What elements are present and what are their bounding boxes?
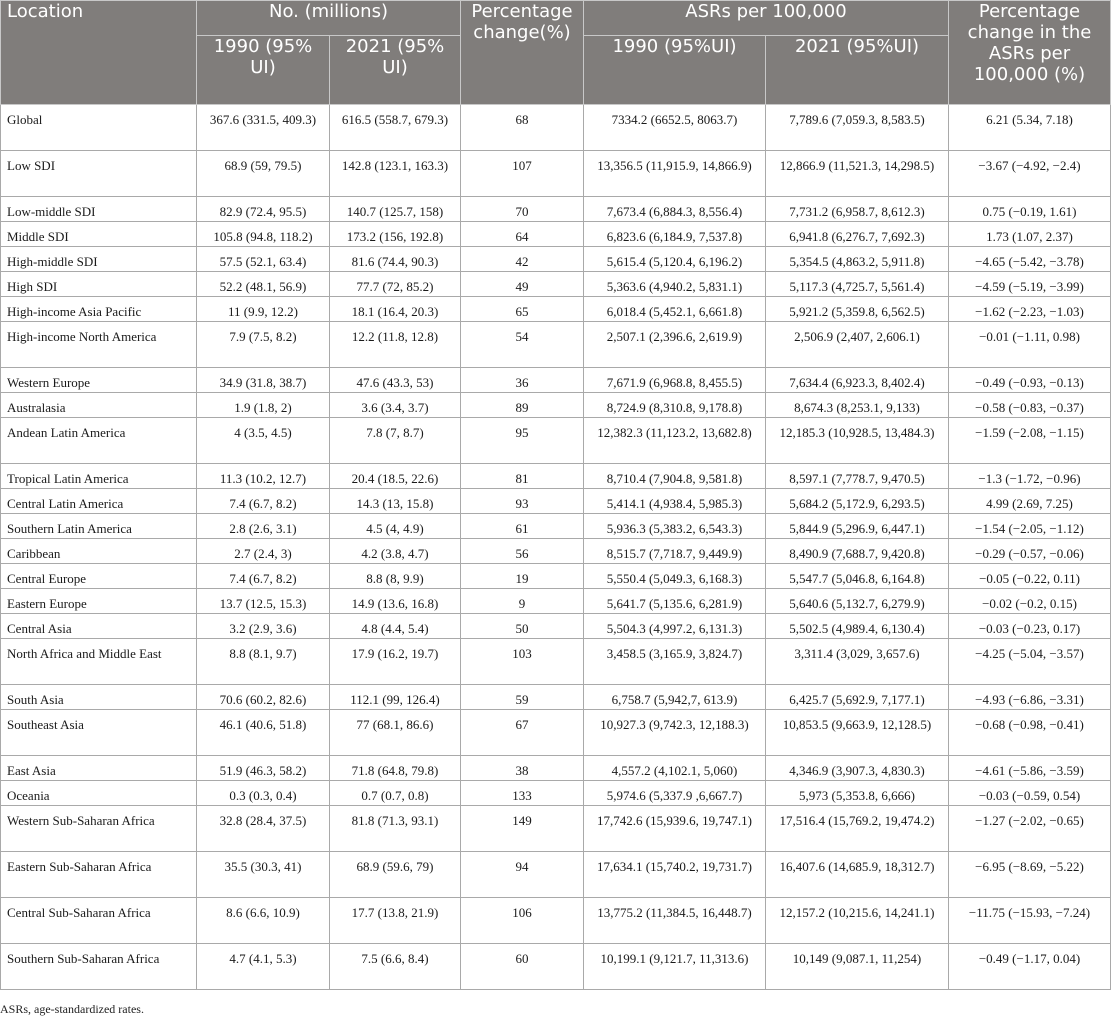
number-1990-cell: 11.3 (10.2, 12.7) (197, 464, 330, 489)
percentage-change-cell: 42 (461, 247, 584, 272)
percentage-change-cell: 64 (461, 222, 584, 247)
asr-1990-cell: 8,710.4 (7,904.8, 9,581.8) (584, 464, 766, 489)
percentage-change-cell: 93 (461, 489, 584, 514)
asr-2021-cell: 8,597.1 (7,778.7, 9,470.5) (766, 464, 949, 489)
percentage-change-cell: 19 (461, 564, 584, 589)
asr-1990-cell: 13,775.2 (11,384.5, 16,448.7) (584, 898, 766, 944)
number-2021-cell: 3.6 (3.4, 3.7) (330, 393, 461, 418)
asr-1990-cell: 12,382.3 (11,123.2, 13,682.8) (584, 418, 766, 464)
location-cell: Low SDI (1, 151, 197, 197)
percentage-change-cell: 149 (461, 806, 584, 852)
number-2021-cell: 14.9 (13.6, 16.8) (330, 589, 461, 614)
percentage-change-cell: 60 (461, 944, 584, 990)
number-2021-cell: 4.2 (3.8, 4.7) (330, 539, 461, 564)
asr-change-cell: 1.73 (1.07, 2.37) (949, 222, 1111, 247)
asr-change-cell: 4.99 (2.69, 7.25) (949, 489, 1111, 514)
table-row (1, 944, 1111, 990)
number-1990-cell: 105.8 (94.8, 118.2) (197, 222, 330, 247)
asr-1990-cell: 5,641.7 (5,135.6, 6,281.9) (584, 589, 766, 614)
number-2021-cell: 4.8 (4.4, 5.4) (330, 614, 461, 639)
asr-change-cell: −4.25 (−5.04, −3.57) (949, 639, 1111, 685)
asr-1990-cell: 7,671.9 (6,968.8, 8,455.5) (584, 368, 766, 393)
footnote: ASRs, age-standardized rates. (0, 1002, 144, 1016)
number-2021-cell: 71.8 (64.8, 79.8) (330, 756, 461, 781)
number-1990-cell: 2.8 (2.6, 3.1) (197, 514, 330, 539)
number-2021-cell: 7.8 (7, 8.7) (330, 418, 461, 464)
number-1990-cell: 8.8 (8.1, 9.7) (197, 639, 330, 685)
table-row (1, 685, 1111, 710)
asr-change-cell: −0.49 (−0.93, −0.13) (949, 368, 1111, 393)
asr-change-cell: −1.59 (−2.08, −1.15) (949, 418, 1111, 464)
asr-change-cell: 0.75 (−0.19, 1.61) (949, 197, 1111, 222)
location-cell: North Africa and Middle East (1, 639, 197, 685)
number-1990-cell: 7.9 (7.5, 8.2) (197, 322, 330, 368)
table-row (1, 272, 1111, 297)
table-row (1, 464, 1111, 489)
number-2021-cell: 17.7 (13.8, 21.9) (330, 898, 461, 944)
number-1990-cell: 7.4 (6.7, 8.2) (197, 489, 330, 514)
asr-1990-cell: 2,507.1 (2,396.6, 2,619.9) (584, 322, 766, 368)
asr-1990-cell: 5,414.1 (4,938.4, 5,985.3) (584, 489, 766, 514)
table-row (1, 539, 1111, 564)
asr-1990-cell: 5,363.6 (4,940.2, 5,831.1) (584, 272, 766, 297)
number-2021-cell: 68.9 (59.6, 79) (330, 852, 461, 898)
table-row (1, 614, 1111, 639)
asr-change-cell: −0.05 (−0.22, 0.11) (949, 564, 1111, 589)
table-row (1, 639, 1111, 685)
percentage-change-cell: 65 (461, 297, 584, 322)
table-row (1, 105, 1111, 151)
header-asr: ASRs per 100,000 (584, 1, 949, 36)
header-asr-change: Percentage change in the ASRs per 100,000 (%) (949, 1, 1111, 105)
location-cell: Oceania (1, 781, 197, 806)
percentage-change-cell: 107 (461, 151, 584, 197)
percentage-change-cell: 133 (461, 781, 584, 806)
header-percentage-change: Percentage change(%) (461, 1, 584, 105)
location-cell: Southeast Asia (1, 710, 197, 756)
asr-1990-cell: 5,936.3 (5,383.2, 6,543.3) (584, 514, 766, 539)
asr-2021-cell: 6,425.7 (5,692.9, 7,177.1) (766, 685, 949, 710)
asr-1990-cell: 17,742.6 (15,939.6, 19,747.1) (584, 806, 766, 852)
table-row (1, 514, 1111, 539)
number-2021-cell: 142.8 (123.1, 163.3) (330, 151, 461, 197)
table-row (1, 368, 1111, 393)
asr-change-cell: −0.03 (−0.23, 0.17) (949, 614, 1111, 639)
number-2021-cell: 20.4 (18.5, 22.6) (330, 464, 461, 489)
asr-2021-cell: 2,506.9 (2,407, 2,606.1) (766, 322, 949, 368)
number-1990-cell: 11 (9.9, 12.2) (197, 297, 330, 322)
asr-2021-cell: 12,157.2 (10,215.6, 14,241.1) (766, 898, 949, 944)
percentage-change-cell: 70 (461, 197, 584, 222)
header-asr-2021: 2021 (95%UI) (766, 36, 949, 105)
asr-1990-cell: 13,356.5 (11,915.9, 14,866.9) (584, 151, 766, 197)
number-1990-cell: 46.1 (40.6, 51.8) (197, 710, 330, 756)
table-row (1, 151, 1111, 197)
percentage-change-cell: 56 (461, 539, 584, 564)
asr-2021-cell: 5,547.7 (5,046.8, 6,164.8) (766, 564, 949, 589)
asr-2021-cell: 5,844.9 (5,296.9, 6,447.1) (766, 514, 949, 539)
header-location: Location (1, 1, 197, 105)
number-2021-cell: 77.7 (72, 85.2) (330, 272, 461, 297)
asr-change-cell: −0.58 (−0.83, −0.37) (949, 393, 1111, 418)
asr-2021-cell: 5,354.5 (4,863.2, 5,911.8) (766, 247, 949, 272)
location-cell: Southern Sub-Saharan Africa (1, 944, 197, 990)
table-body (1, 105, 1111, 990)
location-cell: Central Latin America (1, 489, 197, 514)
asr-change-cell: −3.67 (−4.92, −2.4) (949, 151, 1111, 197)
number-2021-cell: 8.8 (8, 9.9) (330, 564, 461, 589)
table-row (1, 781, 1111, 806)
number-1990-cell: 82.9 (72.4, 95.5) (197, 197, 330, 222)
location-cell: South Asia (1, 685, 197, 710)
location-cell: Low-middle SDI (1, 197, 197, 222)
location-cell: East Asia (1, 756, 197, 781)
location-cell: High SDI (1, 272, 197, 297)
number-2021-cell: 4.5 (4, 4.9) (330, 514, 461, 539)
percentage-change-cell: 54 (461, 322, 584, 368)
location-cell: Global (1, 105, 197, 151)
header-number: No. (millions) (197, 1, 461, 36)
asr-change-cell: −0.29 (−0.57, −0.06) (949, 539, 1111, 564)
table-row (1, 898, 1111, 944)
number-1990-cell: 57.5 (52.1, 63.4) (197, 247, 330, 272)
asr-change-cell: −0.02 (−0.2, 0.15) (949, 589, 1111, 614)
number-1990-cell: 34.9 (31.8, 38.7) (197, 368, 330, 393)
header-number-2021: 2021 (95% UI) (330, 36, 461, 105)
percentage-change-cell: 95 (461, 418, 584, 464)
asr-2021-cell: 5,684.2 (5,172.9, 6,293.5) (766, 489, 949, 514)
location-cell: Andean Latin America (1, 418, 197, 464)
asr-1990-cell: 5,615.4 (5,120.4, 6,196.2) (584, 247, 766, 272)
number-1990-cell: 3.2 (2.9, 3.6) (197, 614, 330, 639)
location-cell: Australasia (1, 393, 197, 418)
number-1990-cell: 367.6 (331.5, 409.3) (197, 105, 330, 151)
number-1990-cell: 13.7 (12.5, 15.3) (197, 589, 330, 614)
table-row (1, 489, 1111, 514)
number-2021-cell: 77 (68.1, 86.6) (330, 710, 461, 756)
asr-change-cell: −4.61 (−5.86, −3.59) (949, 756, 1111, 781)
location-cell: Western Sub-Saharan Africa (1, 806, 197, 852)
location-cell: Central Sub-Saharan Africa (1, 898, 197, 944)
number-2021-cell: 47.6 (43.3, 53) (330, 368, 461, 393)
asr-change-cell: −11.75 (−15.93, −7.24) (949, 898, 1111, 944)
asr-2021-cell: 12,866.9 (11,521.3, 14,298.5) (766, 151, 949, 197)
table-row (1, 589, 1111, 614)
percentage-change-cell: 38 (461, 756, 584, 781)
asr-1990-cell: 4,557.2 (4,102.1, 5,060) (584, 756, 766, 781)
asr-change-cell: −0.49 (−1.17, 0.04) (949, 944, 1111, 990)
asr-change-cell: −4.59 (−5.19, −3.99) (949, 272, 1111, 297)
number-1990-cell: 2.7 (2.4, 3) (197, 539, 330, 564)
asr-change-cell: −1.62 (−2.23, −1.03) (949, 297, 1111, 322)
percentage-change-cell: 67 (461, 710, 584, 756)
asr-change-cell: −1.27 (−2.02, −0.65) (949, 806, 1111, 852)
asr-1990-cell: 7,673.4 (6,884.3, 8,556.4) (584, 197, 766, 222)
location-cell: Middle SDI (1, 222, 197, 247)
table-row (1, 247, 1111, 272)
asr-2021-cell: 7,789.6 (7,059.3, 8,583.5) (766, 105, 949, 151)
asr-1990-cell: 17,634.1 (15,740.2, 19,731.7) (584, 852, 766, 898)
number-1990-cell: 32.8 (28.4, 37.5) (197, 806, 330, 852)
asr-1990-cell: 5,550.4 (5,049.3, 6,168.3) (584, 564, 766, 589)
percentage-change-cell: 49 (461, 272, 584, 297)
number-1990-cell: 35.5 (30.3, 41) (197, 852, 330, 898)
table-row (1, 564, 1111, 589)
table-row (1, 222, 1111, 247)
percentage-change-cell: 89 (461, 393, 584, 418)
asr-2021-cell: 5,973 (5,353.8, 6,666) (766, 781, 949, 806)
number-2021-cell: 112.1 (99, 126.4) (330, 685, 461, 710)
asr-change-cell: −4.93 (−6.86, −3.31) (949, 685, 1111, 710)
number-1990-cell: 51.9 (46.3, 58.2) (197, 756, 330, 781)
asr-2021-cell: 5,640.6 (5,132.7, 6,279.9) (766, 589, 949, 614)
table-row (1, 297, 1111, 322)
percentage-change-cell: 59 (461, 685, 584, 710)
percentage-change-cell: 81 (461, 464, 584, 489)
number-2021-cell: 12.2 (11.8, 12.8) (330, 322, 461, 368)
asr-2021-cell: 3,311.4 (3,029, 3,657.6) (766, 639, 949, 685)
table-row (1, 710, 1111, 756)
number-1990-cell: 52.2 (48.1, 56.9) (197, 272, 330, 297)
number-1990-cell: 70.6 (60.2, 82.6) (197, 685, 330, 710)
number-1990-cell: 1.9 (1.8, 2) (197, 393, 330, 418)
table-row (1, 322, 1111, 368)
asr-2021-cell: 5,117.3 (4,725.7, 5,561.4) (766, 272, 949, 297)
asr-2021-cell: 8,490.9 (7,688.7, 9,420.8) (766, 539, 949, 564)
asr-2021-cell: 4,346.9 (3,907.3, 4,830.3) (766, 756, 949, 781)
percentage-change-cell: 94 (461, 852, 584, 898)
asr-change-cell: −0.68 (−0.98, −0.41) (949, 710, 1111, 756)
table-row (1, 852, 1111, 898)
percentage-change-cell: 68 (461, 105, 584, 151)
location-cell: High-middle SDI (1, 247, 197, 272)
number-2021-cell: 140.7 (125.7, 158) (330, 197, 461, 222)
asr-2021-cell: 7,731.2 (6,958.7, 8,612.3) (766, 197, 949, 222)
asr-1990-cell: 10,199.1 (9,121.7, 11,313.6) (584, 944, 766, 990)
asr-1990-cell: 3,458.5 (3,165.9, 3,824.7) (584, 639, 766, 685)
asr-2021-cell: 12,185.3 (10,928.5, 13,484.3) (766, 418, 949, 464)
location-cell: Western Europe (1, 368, 197, 393)
asr-1990-cell: 6,018.4 (5,452.1, 6,661.8) (584, 297, 766, 322)
asr-2021-cell: 16,407.6 (14,685.9, 18,312.7) (766, 852, 949, 898)
location-cell: Central Europe (1, 564, 197, 589)
number-1990-cell: 0.3 (0.3, 0.4) (197, 781, 330, 806)
percentage-change-cell: 9 (461, 589, 584, 614)
asr-change-cell: 6.21 (5.34, 7.18) (949, 105, 1111, 151)
number-1990-cell: 7.4 (6.7, 8.2) (197, 564, 330, 589)
asr-1990-cell: 8,515.7 (7,718.7, 9,449.9) (584, 539, 766, 564)
location-cell: Eastern Sub-Saharan Africa (1, 852, 197, 898)
location-cell: Eastern Europe (1, 589, 197, 614)
table-row (1, 418, 1111, 464)
asr-1990-cell: 6,823.6 (6,184.9, 7,537.8) (584, 222, 766, 247)
number-2021-cell: 14.3 (13, 15.8) (330, 489, 461, 514)
location-cell: Tropical Latin America (1, 464, 197, 489)
asr-2021-cell: 7,634.4 (6,923.3, 8,402.4) (766, 368, 949, 393)
location-cell: High-income Asia Pacific (1, 297, 197, 322)
asr-2021-cell: 10,149 (9,087.1, 11,254) (766, 944, 949, 990)
number-2021-cell: 18.1 (16.4, 20.3) (330, 297, 461, 322)
asr-1990-cell: 10,927.3 (9,742.3, 12,188.3) (584, 710, 766, 756)
asr-1990-cell: 8,724.9 (8,310.8, 9,178.8) (584, 393, 766, 418)
header-asr-1990: 1990 (95%UI) (584, 36, 766, 105)
table-header (1, 1, 1111, 105)
table-row (1, 197, 1111, 222)
asr-change-cell: −1.3 (−1.72, −0.96) (949, 464, 1111, 489)
header-number-1990: 1990 (95% UI) (197, 36, 330, 105)
asr-2021-cell: 5,921.2 (5,359.8, 6,562.5) (766, 297, 949, 322)
table-row (1, 393, 1111, 418)
number-2021-cell: 81.8 (71.3, 93.1) (330, 806, 461, 852)
asr-1990-cell: 7334.2 (6652.5, 8063.7) (584, 105, 766, 151)
table-row (1, 806, 1111, 852)
number-2021-cell: 173.2 (156, 192.8) (330, 222, 461, 247)
asr-2021-cell: 17,516.4 (15,769.2, 19,474.2) (766, 806, 949, 852)
percentage-change-cell: 50 (461, 614, 584, 639)
percentage-change-cell: 103 (461, 639, 584, 685)
number-2021-cell: 0.7 (0.7, 0.8) (330, 781, 461, 806)
number-1990-cell: 4 (3.5, 4.5) (197, 418, 330, 464)
number-1990-cell: 4.7 (4.1, 5.3) (197, 944, 330, 990)
number-1990-cell: 8.6 (6.6, 10.9) (197, 898, 330, 944)
table-row (1, 756, 1111, 781)
asr-1990-cell: 6,758.7 (5,942,7, 613.9) (584, 685, 766, 710)
asr-change-cell: −0.03 (−0.59, 0.54) (949, 781, 1111, 806)
asr-1990-cell: 5,974.6 (5,337.9 ,6,667.7) (584, 781, 766, 806)
location-cell: High-income North America (1, 322, 197, 368)
asr-2021-cell: 10,853.5 (9,663.9, 12,128.5) (766, 710, 949, 756)
number-2021-cell: 7.5 (6.6, 8.4) (330, 944, 461, 990)
number-2021-cell: 81.6 (74.4, 90.3) (330, 247, 461, 272)
number-2021-cell: 616.5 (558.7, 679.3) (330, 105, 461, 151)
asr-change-cell: −0.01 (−1.11, 0.98) (949, 322, 1111, 368)
location-cell: Caribbean (1, 539, 197, 564)
percentage-change-cell: 36 (461, 368, 584, 393)
asr-2021-cell: 6,941.8 (6,276.7, 7,692.3) (766, 222, 949, 247)
asr-2021-cell: 5,502.5 (4,989.4, 6,130.4) (766, 614, 949, 639)
percentage-change-cell: 106 (461, 898, 584, 944)
asr-change-cell: −4.65 (−5.42, −3.78) (949, 247, 1111, 272)
asr-change-cell: −1.54 (−2.05, −1.12) (949, 514, 1111, 539)
asr-1990-cell: 5,504.3 (4,997.2, 6,131.3) (584, 614, 766, 639)
location-cell: Southern Latin America (1, 514, 197, 539)
number-2021-cell: 17.9 (16.2, 19.7) (330, 639, 461, 685)
number-1990-cell: 68.9 (59, 79.5) (197, 151, 330, 197)
asr-2021-cell: 8,674.3 (8,253.1, 9,133) (766, 393, 949, 418)
percentage-change-cell: 61 (461, 514, 584, 539)
asr-change-cell: −6.95 (−8.69, −5.22) (949, 852, 1111, 898)
location-cell: Central Asia (1, 614, 197, 639)
